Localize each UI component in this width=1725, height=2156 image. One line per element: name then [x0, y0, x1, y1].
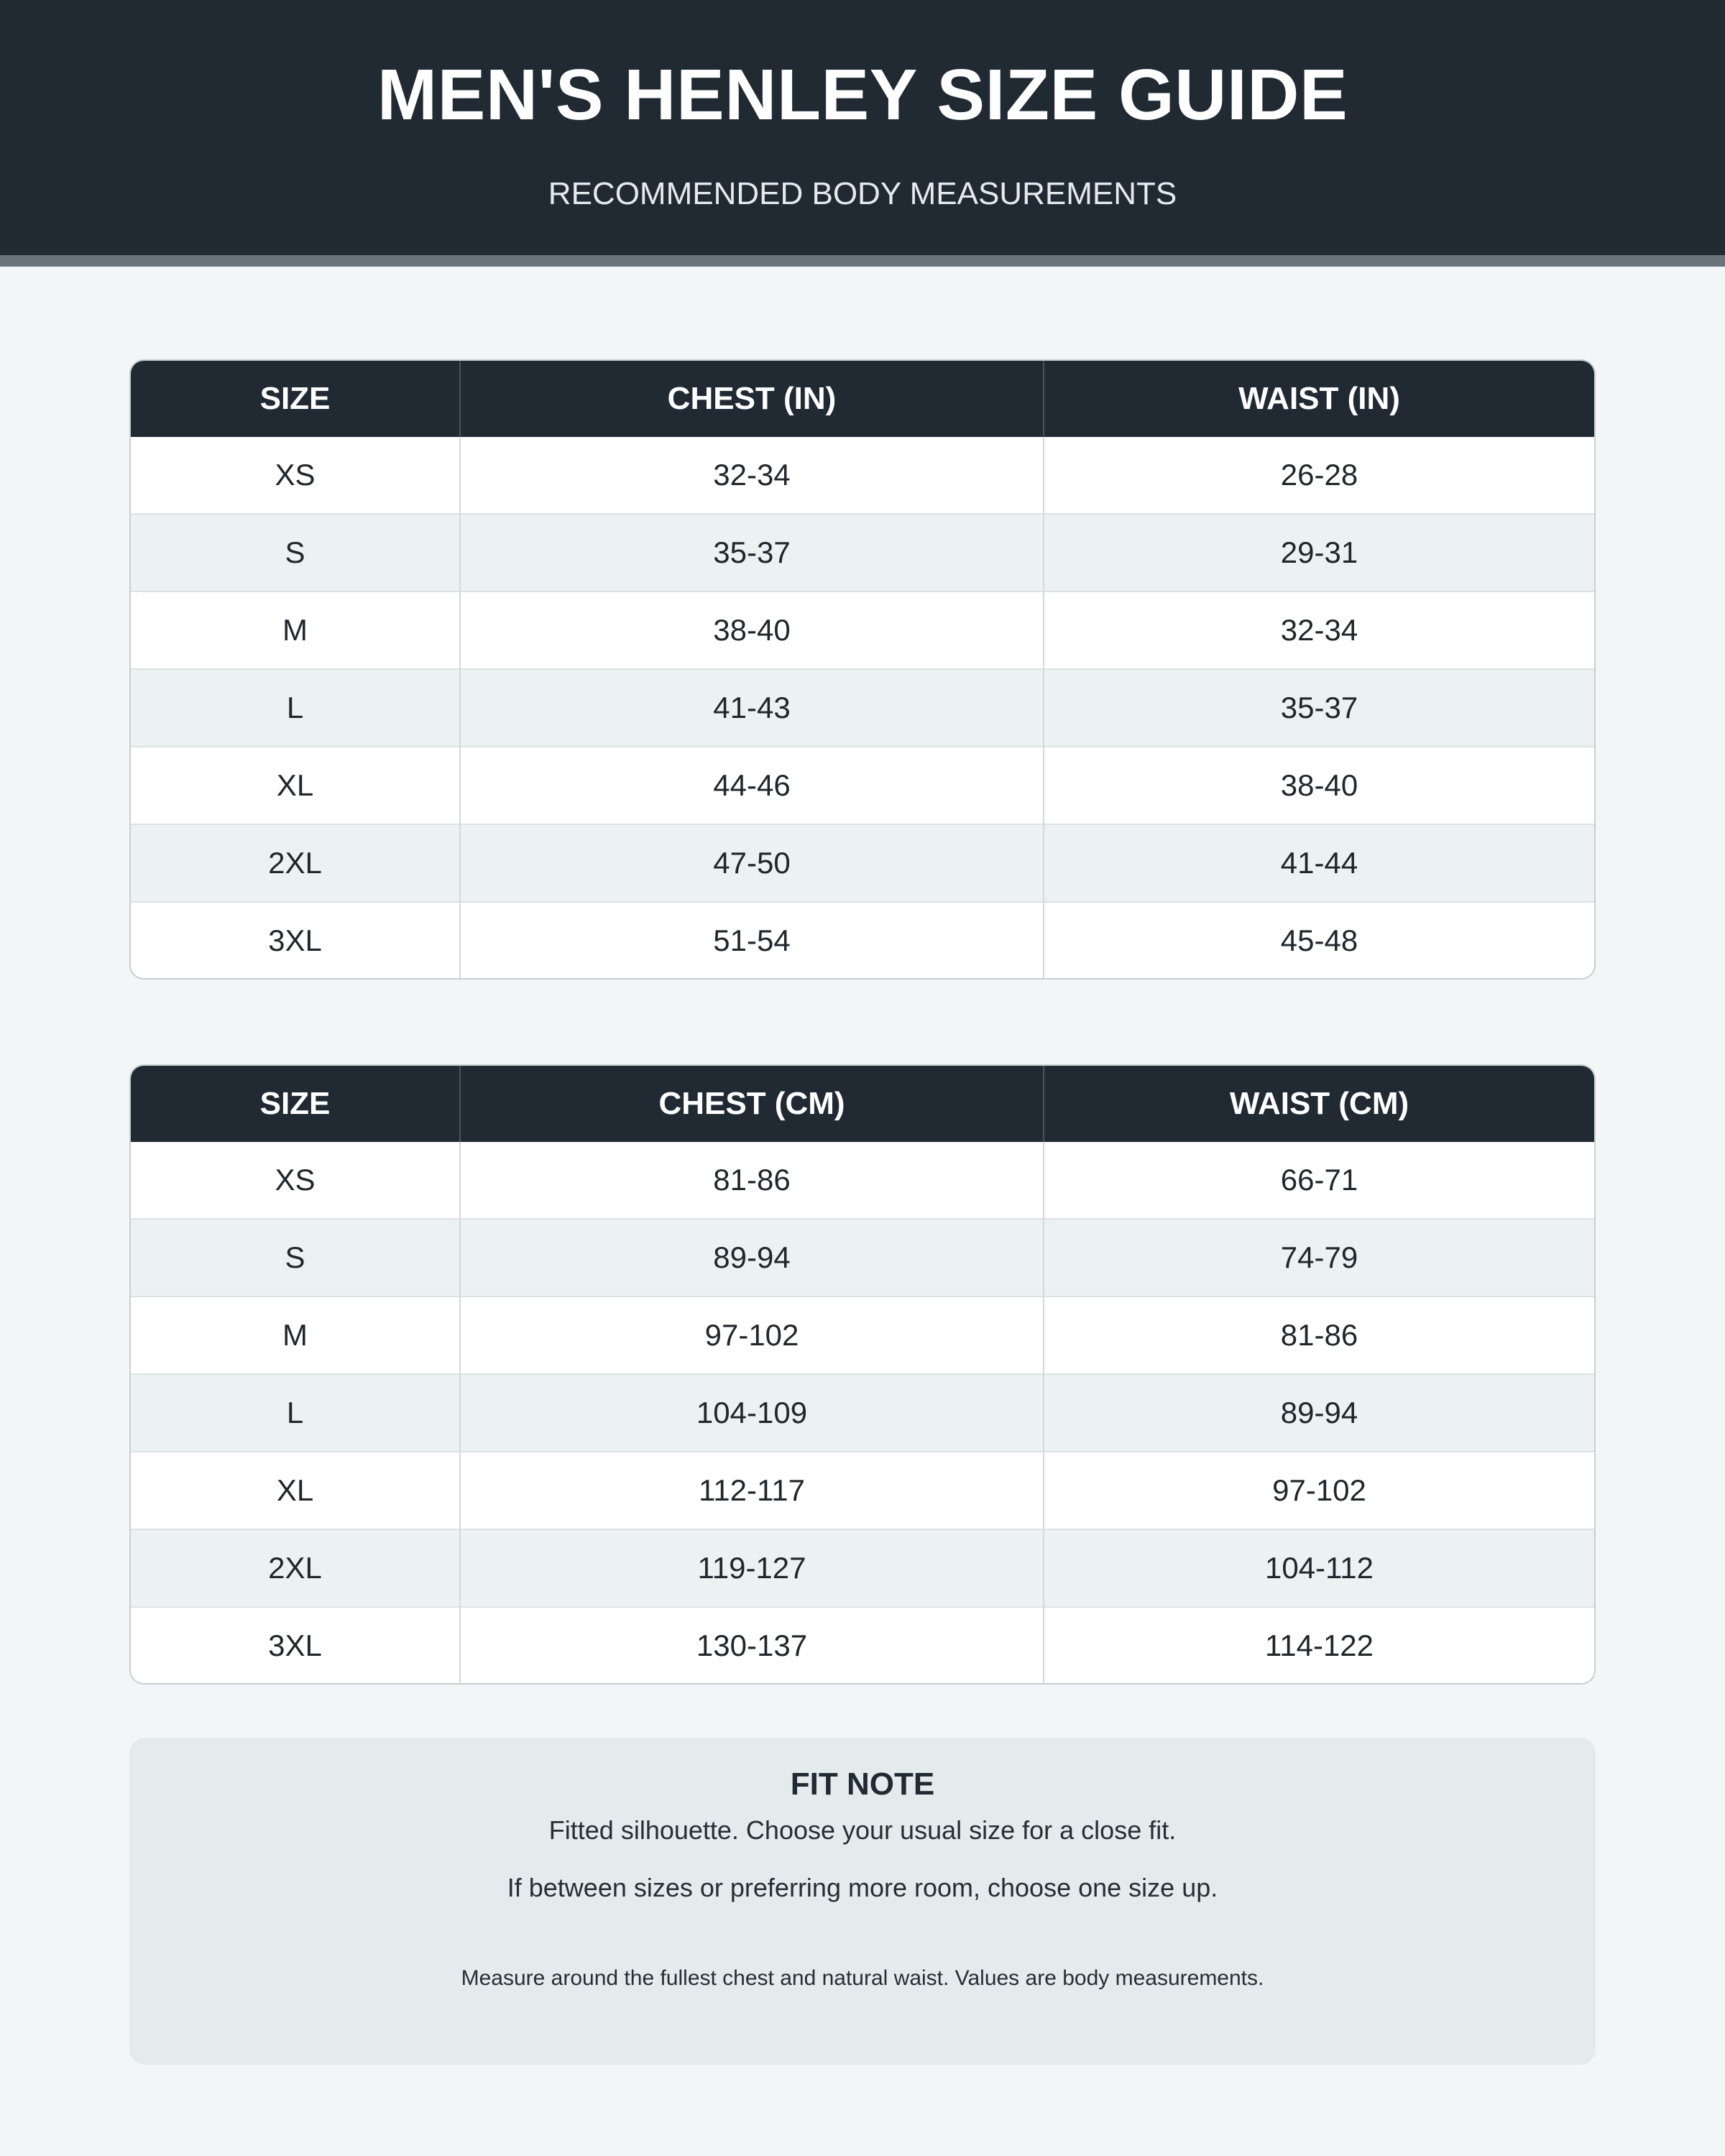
chest-cell: 38-40 [460, 591, 1044, 669]
table-header-row [131, 361, 1594, 437]
waist-cell: 97-102 [1044, 1452, 1594, 1529]
fit-note-text: Fitted silhouette. Choose your usual size for a close fit. [548, 1815, 1177, 1845]
size-cell: L [131, 1374, 460, 1452]
size-cell: XL [131, 747, 460, 824]
chest-cell: 47-50 [460, 824, 1044, 902]
waist-cell: 38-40 [1044, 747, 1594, 824]
table-row [131, 1607, 1594, 1684]
size-cell: L [131, 669, 460, 747]
header-divider [0, 255, 1725, 267]
fit-note-title: FIT NOTE [790, 1766, 935, 1802]
table-row [131, 669, 1594, 747]
chest-cell: 44-46 [460, 747, 1044, 824]
size-cell: M [131, 591, 460, 669]
column-header-waist: WAIST (CM) [1044, 1066, 1594, 1142]
waist-cell: 32-34 [1044, 591, 1594, 669]
chest-cell: 35-37 [460, 514, 1044, 591]
measurement-footnote: Measure around the fullest chest and natural waist. Values are body measurements. [461, 1966, 1264, 1990]
table-row [131, 1374, 1594, 1452]
size-cell: S [131, 1219, 460, 1296]
waist-cell: 26-28 [1044, 437, 1594, 514]
page-title: MEN'S HENLEY SIZE GUIDE [377, 55, 1348, 135]
size-table-inches [129, 359, 1596, 980]
chest-cell: 89-94 [460, 1219, 1044, 1296]
waist-cell: 104-112 [1044, 1529, 1594, 1607]
chest-cell: 51-54 [460, 902, 1044, 979]
column-header-chest: CHEST (IN) [460, 361, 1044, 437]
table-row [131, 1142, 1594, 1219]
chest-cell: 97-102 [460, 1296, 1044, 1374]
column-header-waist: WAIST (IN) [1044, 361, 1594, 437]
table-header-row [131, 1066, 1594, 1142]
waist-cell: 89-94 [1044, 1374, 1594, 1452]
table-row [131, 902, 1594, 979]
size-cell: XS [275, 458, 316, 492]
size-cell: XL [131, 1452, 460, 1529]
waist-cell: 66-71 [1044, 1142, 1594, 1219]
fit-note-panel [129, 1738, 1596, 2065]
page-subtitle: RECOMMENDED BODY MEASUREMENTS [548, 176, 1177, 211]
size-cell: 2XL [131, 1529, 460, 1607]
size-cell: 3XL [131, 902, 460, 979]
size-cell: M [131, 1296, 460, 1374]
size-table-centimeters [129, 1064, 1596, 1685]
table-row [131, 1529, 1594, 1607]
size-cell: 2XL [131, 824, 460, 902]
chest-cell: 119-127 [460, 1529, 1044, 1607]
chest-cell: 112-117 [460, 1452, 1044, 1529]
waist-cell: 81-86 [1044, 1296, 1594, 1374]
size-cell: S [131, 514, 460, 591]
waist-cell: 74-79 [1044, 1219, 1594, 1296]
table-row [131, 1219, 1594, 1296]
chest-cell: 130-137 [460, 1607, 1044, 1684]
waist-cell: 114-122 [1044, 1607, 1594, 1684]
waist-cell: 35-37 [1044, 669, 1594, 747]
column-header-size: SIZE [131, 1066, 460, 1142]
column-header-size: SIZE [131, 361, 460, 437]
table-row [131, 437, 1594, 514]
waist-cell: 29-31 [1044, 514, 1594, 591]
waist-cell: 41-44 [1044, 824, 1594, 902]
table-row [131, 514, 1594, 591]
table-row [131, 591, 1594, 669]
table-row [131, 1296, 1594, 1374]
size-cell: 3XL [131, 1607, 460, 1684]
table-row [131, 747, 1594, 824]
chest-cell: 104-109 [460, 1374, 1044, 1452]
fit-note-text: If between sizes or preferring more room, choose one size up. [507, 1873, 1218, 1902]
table-row [131, 1452, 1594, 1529]
chest-cell: 81-86 [460, 1142, 1044, 1219]
chest-cell: 32-34 [460, 437, 1044, 514]
chest-cell: 41-43 [460, 669, 1044, 747]
size-cell: XS [275, 1163, 316, 1197]
page-header [0, 0, 1725, 255]
column-header-chest: CHEST (CM) [460, 1066, 1044, 1142]
waist-cell: 45-48 [1044, 902, 1594, 979]
table-row [131, 824, 1594, 902]
